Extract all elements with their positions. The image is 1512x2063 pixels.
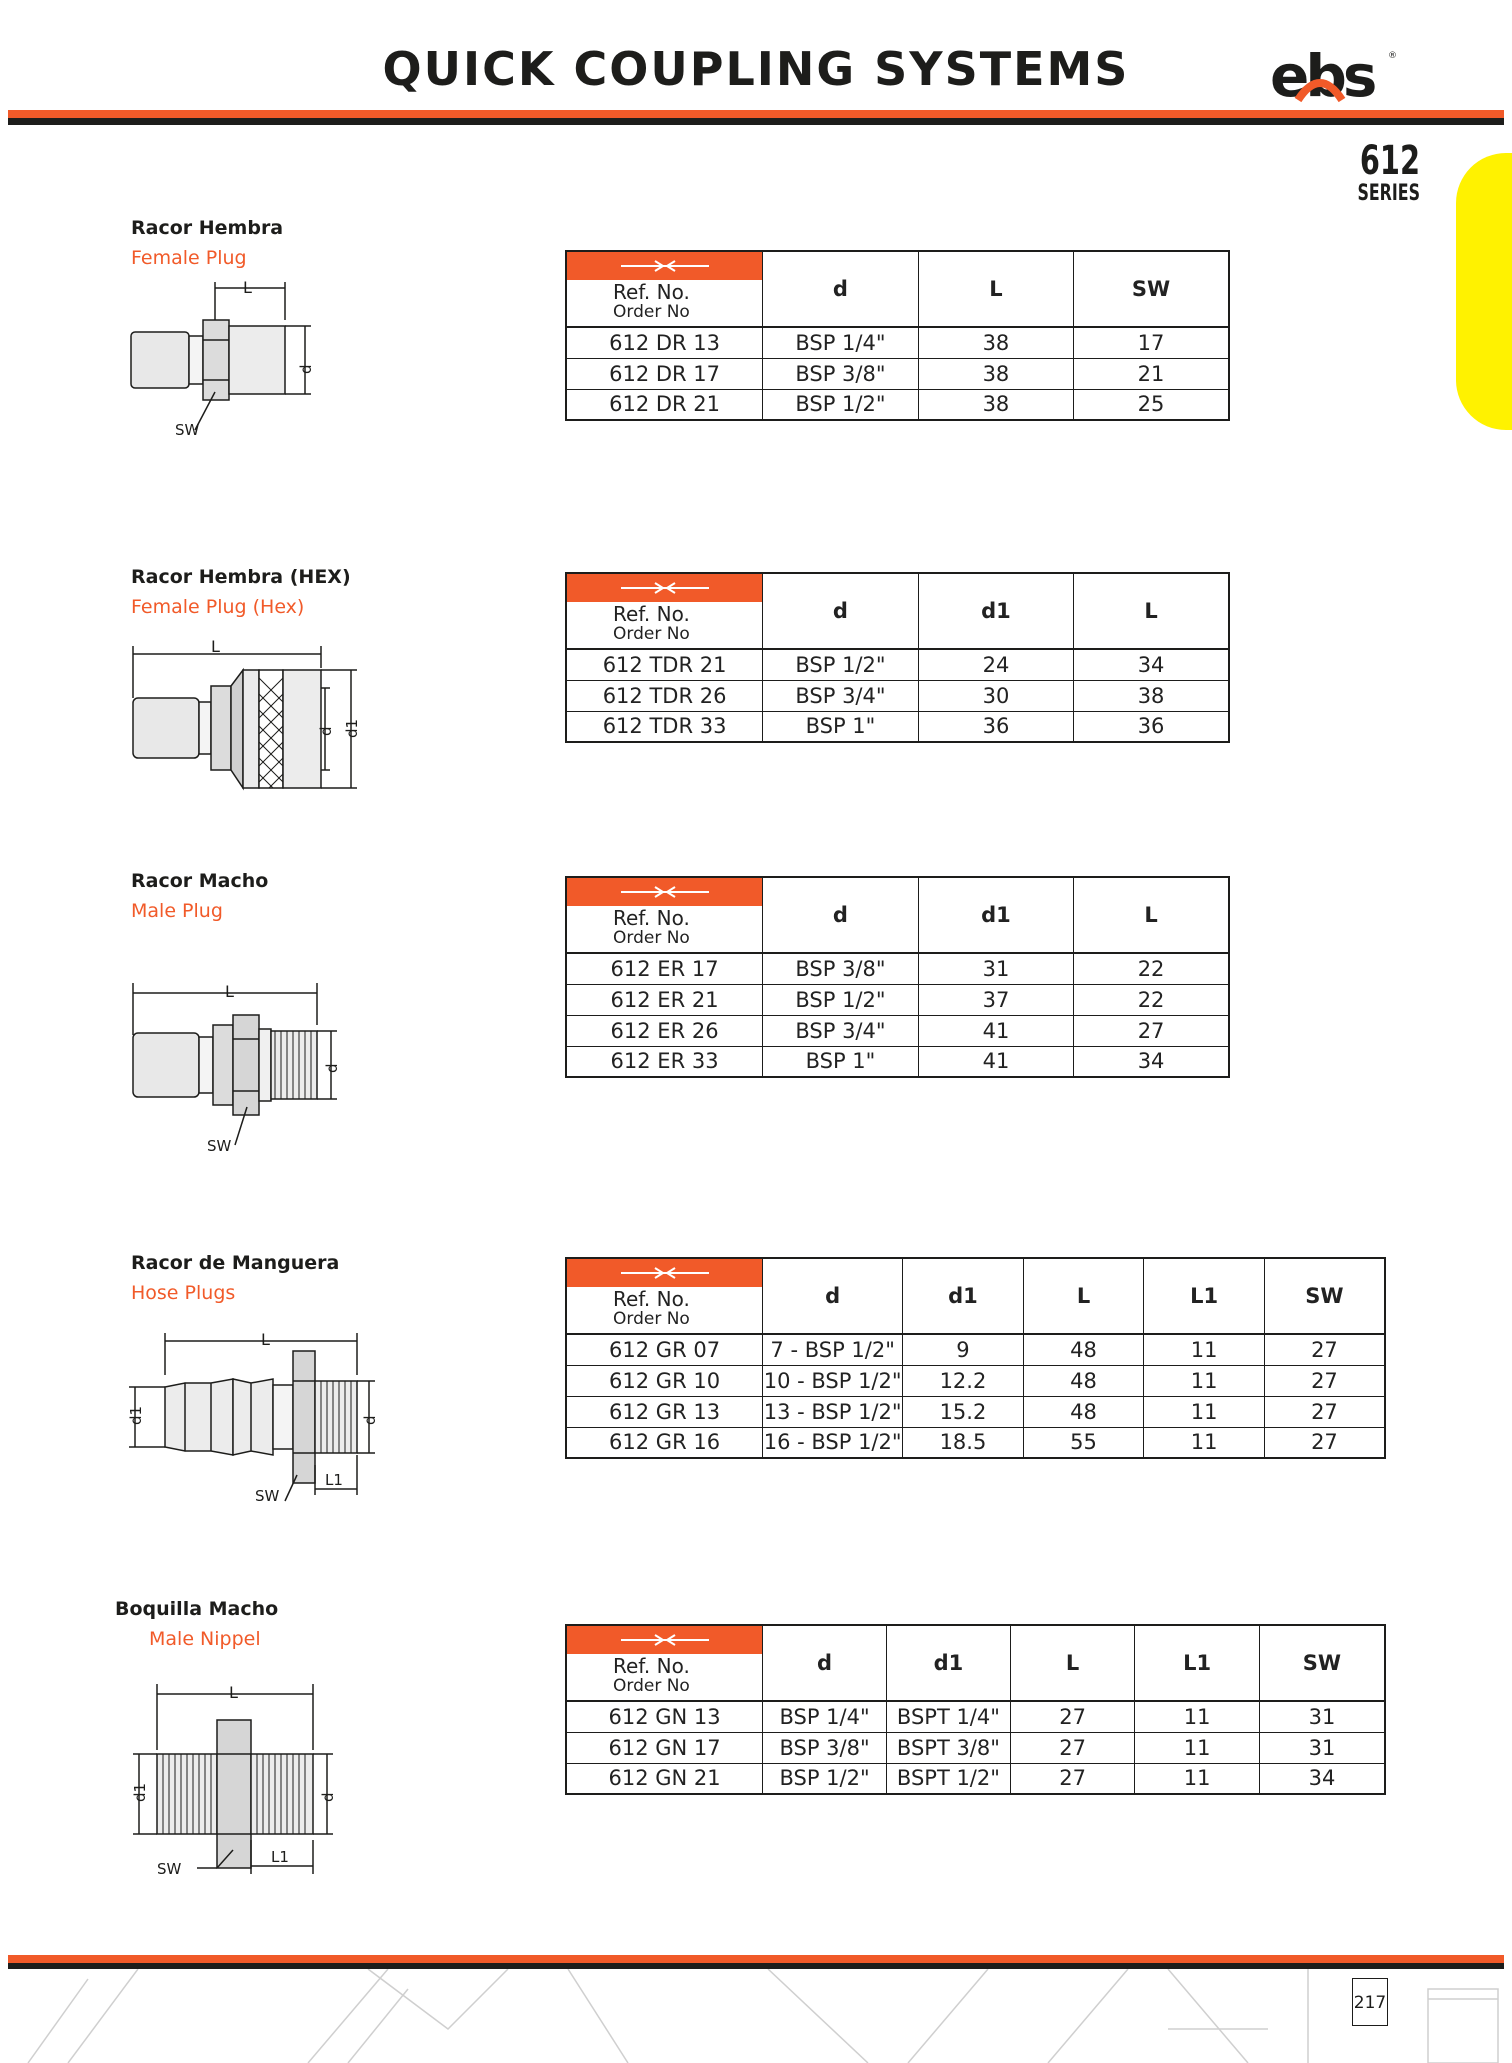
section-subtitle-male-nippel: Male Nippel bbox=[149, 1628, 261, 1650]
coupling-symbol-icon bbox=[567, 1626, 762, 1654]
table-cell: 11 bbox=[1135, 1763, 1260, 1794]
table-cell: 31 bbox=[1259, 1701, 1385, 1732]
column-header: d bbox=[763, 1258, 903, 1334]
table-cell: BSP 1/2" bbox=[763, 649, 919, 680]
table-cell: 11 bbox=[1144, 1334, 1265, 1365]
column-header: L bbox=[1074, 877, 1229, 953]
ref-cell: 612 GN 13 bbox=[566, 1701, 763, 1732]
table-cell: BSPT 3/8" bbox=[886, 1732, 1010, 1763]
svg-text:SW: SW bbox=[207, 1137, 232, 1155]
table-cell: 25 bbox=[1074, 389, 1229, 420]
table-row bbox=[566, 1701, 1385, 1732]
page-title: QUICK COUPLING SYSTEMS bbox=[382, 42, 1130, 96]
hose-plugs-drawing bbox=[125, 1325, 385, 1505]
column-header: d1 bbox=[886, 1625, 1010, 1701]
column-header: SW bbox=[1264, 1258, 1385, 1334]
column-header: L1 bbox=[1135, 1625, 1260, 1701]
table-row bbox=[566, 984, 1229, 1015]
table-cell: BSP 3/8" bbox=[763, 953, 919, 984]
table-cell: 36 bbox=[1074, 711, 1229, 742]
svg-text:L: L bbox=[225, 982, 234, 1001]
table-cell: 30 bbox=[918, 680, 1073, 711]
svg-text:SW: SW bbox=[255, 1487, 280, 1505]
ref-cell: 612 GR 16 bbox=[566, 1427, 763, 1458]
column-header: L bbox=[1010, 1625, 1135, 1701]
table-cell: 27 bbox=[1010, 1763, 1135, 1794]
column-header: SW bbox=[1074, 251, 1229, 327]
table-cell: 22 bbox=[1074, 953, 1229, 984]
table-cell: BSP 1/2" bbox=[763, 984, 919, 1015]
table-cell: 13 - BSP 1/2" bbox=[763, 1396, 903, 1427]
series-number: 612 bbox=[1359, 138, 1420, 184]
male-nippel-table bbox=[565, 1624, 1386, 1795]
table-cell: BSP 1/2" bbox=[763, 389, 919, 420]
table-cell: BSP 1/4" bbox=[763, 327, 919, 358]
table-row bbox=[566, 711, 1229, 742]
table-cell: 38 bbox=[918, 358, 1073, 389]
column-header: d bbox=[763, 251, 919, 327]
svg-text:L: L bbox=[211, 638, 220, 656]
table-cell: 55 bbox=[1023, 1427, 1144, 1458]
table-cell: BSP 1/2" bbox=[763, 1763, 887, 1794]
table-cell: 7 - BSP 1/2" bbox=[763, 1334, 903, 1365]
svg-text:L: L bbox=[243, 280, 252, 297]
table-cell: BSP 3/8" bbox=[763, 358, 919, 389]
table-row bbox=[566, 953, 1229, 984]
female-plug-drawing bbox=[125, 280, 335, 440]
ref-sublabel: Order No bbox=[613, 1309, 690, 1329]
svg-text:d: d bbox=[323, 1063, 341, 1073]
table-cell: 11 bbox=[1135, 1701, 1260, 1732]
table-cell: 11 bbox=[1144, 1427, 1265, 1458]
ref-cell: 612 ER 33 bbox=[566, 1046, 763, 1077]
ref-cell: 612 ER 17 bbox=[566, 953, 763, 984]
table-row bbox=[566, 1732, 1385, 1763]
ref-cell: 612 GN 17 bbox=[566, 1732, 763, 1763]
top-rule-dark bbox=[8, 118, 1504, 125]
column-header: L1 bbox=[1144, 1258, 1265, 1334]
table-row bbox=[566, 1334, 1385, 1365]
table-cell: 18.5 bbox=[903, 1427, 1024, 1458]
table-row bbox=[566, 1365, 1385, 1396]
table-cell: 38 bbox=[918, 327, 1073, 358]
table-row bbox=[566, 1015, 1229, 1046]
table-cell: BSP 3/4" bbox=[763, 1015, 919, 1046]
svg-text:SW: SW bbox=[157, 1860, 182, 1878]
svg-text:d: d bbox=[361, 1415, 379, 1425]
ref-header bbox=[566, 573, 763, 649]
svg-text:ebs: ebs bbox=[1270, 46, 1374, 104]
ref-cell: 612 GR 13 bbox=[566, 1396, 763, 1427]
svg-text:d: d bbox=[317, 726, 335, 736]
table-row bbox=[566, 649, 1229, 680]
male-plug-drawing bbox=[125, 975, 365, 1165]
table-row bbox=[566, 1427, 1385, 1458]
table-cell: 9 bbox=[903, 1334, 1024, 1365]
table-cell: 27 bbox=[1264, 1396, 1385, 1427]
svg-text:SW: SW bbox=[175, 421, 200, 439]
table-cell: 38 bbox=[918, 389, 1073, 420]
column-header: d1 bbox=[903, 1258, 1024, 1334]
ref-label: Ref. No. bbox=[613, 1287, 690, 1311]
table-cell: 34 bbox=[1074, 649, 1229, 680]
table-row bbox=[566, 358, 1229, 389]
svg-text:d1: d1 bbox=[343, 718, 361, 738]
ref-cell: 612 DR 17 bbox=[566, 358, 763, 389]
ref-cell: 612 GR 07 bbox=[566, 1334, 763, 1365]
ref-label: Ref. No. bbox=[613, 602, 690, 626]
table-cell: BSP 1/4" bbox=[763, 1701, 887, 1732]
table-cell: 21 bbox=[1074, 358, 1229, 389]
table-cell: 27 bbox=[1010, 1701, 1135, 1732]
table-cell: 11 bbox=[1144, 1365, 1265, 1396]
ref-cell: 612 DR 21 bbox=[566, 389, 763, 420]
ref-label: Ref. No. bbox=[613, 906, 690, 930]
column-header: d1 bbox=[918, 877, 1073, 953]
female-plug-hex-table bbox=[565, 572, 1230, 743]
table-cell: 36 bbox=[918, 711, 1073, 742]
svg-text:d: d bbox=[297, 364, 315, 374]
table-cell: 31 bbox=[1259, 1732, 1385, 1763]
table-cell: 27 bbox=[1264, 1334, 1385, 1365]
table-cell: 27 bbox=[1264, 1427, 1385, 1458]
series-badge bbox=[1320, 140, 1420, 206]
ref-cell: 612 TDR 33 bbox=[566, 711, 763, 742]
svg-text:L: L bbox=[261, 1330, 270, 1349]
section-subtitle-male-plug: Male Plug bbox=[131, 900, 223, 922]
ref-header bbox=[566, 877, 763, 953]
bottom-rule-accent bbox=[8, 1955, 1504, 1963]
column-header: d bbox=[763, 877, 919, 953]
table-cell: 38 bbox=[1074, 680, 1229, 711]
ref-cell: 612 GN 21 bbox=[566, 1763, 763, 1794]
technical-drawing-watermark bbox=[8, 1969, 1504, 2063]
ref-header bbox=[566, 1258, 763, 1334]
table-row bbox=[566, 1396, 1385, 1427]
table-row bbox=[566, 327, 1229, 358]
table-cell: 37 bbox=[918, 984, 1073, 1015]
ref-cell: 612 TDR 21 bbox=[566, 649, 763, 680]
svg-text:®: ® bbox=[1388, 51, 1397, 61]
page-number: 217 bbox=[1352, 1978, 1388, 2026]
table-cell: 34 bbox=[1259, 1763, 1385, 1794]
table-cell: 24 bbox=[918, 649, 1073, 680]
section-title-hose-plugs: Racor de Manguera bbox=[131, 1252, 340, 1274]
svg-text:d1: d1 bbox=[127, 1405, 145, 1425]
table-row bbox=[566, 1046, 1229, 1077]
coupling-symbol-icon bbox=[567, 878, 762, 906]
series-label: SERIES bbox=[1357, 181, 1420, 206]
svg-text:L: L bbox=[229, 1683, 238, 1702]
svg-text:L1: L1 bbox=[325, 1471, 343, 1489]
hose-plugs-table bbox=[565, 1257, 1386, 1459]
section-title-male-plug: Racor Macho bbox=[131, 870, 269, 892]
table-cell: 10 - BSP 1/2" bbox=[763, 1365, 903, 1396]
section-title-female-plug-hex: Racor Hembra (HEX) bbox=[131, 566, 351, 588]
section-title-female-plug: Racor Hembra bbox=[131, 217, 284, 239]
table-cell: 27 bbox=[1074, 1015, 1229, 1046]
svg-text:d: d bbox=[319, 1792, 337, 1802]
female-plug-table bbox=[565, 250, 1230, 421]
table-row bbox=[566, 389, 1229, 420]
ref-cell: 612 ER 21 bbox=[566, 984, 763, 1015]
ref-sublabel: Order No bbox=[613, 928, 690, 948]
table-cell: BSPT 1/4" bbox=[886, 1701, 1010, 1732]
ref-cell: 612 DR 13 bbox=[566, 327, 763, 358]
ref-label: Ref. No. bbox=[613, 1654, 690, 1678]
section-subtitle-hose-plugs: Hose Plugs bbox=[131, 1282, 236, 1304]
svg-text:L1: L1 bbox=[271, 1848, 289, 1866]
ref-cell: 612 ER 26 bbox=[566, 1015, 763, 1046]
table-cell: BSP 3/4" bbox=[763, 680, 919, 711]
table-cell: 31 bbox=[918, 953, 1073, 984]
ref-cell: 612 TDR 26 bbox=[566, 680, 763, 711]
table-cell: 41 bbox=[918, 1015, 1073, 1046]
table-cell: 41 bbox=[918, 1046, 1073, 1077]
column-header: L bbox=[1074, 573, 1229, 649]
table-cell: 17 bbox=[1074, 327, 1229, 358]
coupling-symbol-icon bbox=[567, 1259, 762, 1287]
ref-cell: 612 GR 10 bbox=[566, 1365, 763, 1396]
table-cell: 12.2 bbox=[903, 1365, 1024, 1396]
ref-sublabel: Order No bbox=[613, 302, 690, 322]
ref-header bbox=[566, 1625, 763, 1701]
table-row bbox=[566, 680, 1229, 711]
ref-label: Ref. No. bbox=[613, 280, 690, 304]
male-plug-table bbox=[565, 876, 1230, 1078]
ref-sublabel: Order No bbox=[613, 624, 690, 644]
coupling-symbol-icon bbox=[567, 252, 762, 280]
table-cell: BSPT 1/2" bbox=[886, 1763, 1010, 1794]
table-row bbox=[566, 1763, 1385, 1794]
female-plug-hex-drawing bbox=[125, 638, 365, 808]
table-cell: BSP 1" bbox=[763, 711, 919, 742]
column-header: d1 bbox=[918, 573, 1073, 649]
table-cell: 27 bbox=[1264, 1365, 1385, 1396]
table-cell: 48 bbox=[1023, 1396, 1144, 1427]
table-cell: 22 bbox=[1074, 984, 1229, 1015]
section-subtitle-female-plug: Female Plug bbox=[131, 247, 247, 269]
ebs-logo bbox=[1268, 46, 1400, 104]
svg-text:d1: d1 bbox=[131, 1782, 149, 1802]
column-header: L bbox=[1023, 1258, 1144, 1334]
table-cell: BSP 3/8" bbox=[763, 1732, 887, 1763]
table-cell: 15.2 bbox=[903, 1396, 1024, 1427]
table-cell: BSP 1" bbox=[763, 1046, 919, 1077]
column-header: d bbox=[763, 1625, 887, 1701]
table-cell: 48 bbox=[1023, 1334, 1144, 1365]
table-cell: 11 bbox=[1135, 1732, 1260, 1763]
table-cell: 11 bbox=[1144, 1396, 1265, 1427]
section-tab bbox=[1456, 153, 1512, 430]
section-subtitle-female-plug-hex: Female Plug (Hex) bbox=[131, 596, 305, 618]
column-header: L bbox=[918, 251, 1073, 327]
male-nippel-drawing bbox=[125, 1670, 365, 1880]
column-header: d bbox=[763, 573, 919, 649]
column-header: SW bbox=[1259, 1625, 1385, 1701]
ref-sublabel: Order No bbox=[613, 1676, 690, 1696]
table-cell: 16 - BSP 1/2" bbox=[763, 1427, 903, 1458]
ref-header bbox=[566, 251, 763, 327]
coupling-symbol-icon bbox=[567, 574, 762, 602]
section-title-male-nippel: Boquilla Macho bbox=[115, 1598, 279, 1620]
table-cell: 34 bbox=[1074, 1046, 1229, 1077]
table-cell: 27 bbox=[1010, 1732, 1135, 1763]
top-rule-accent bbox=[8, 110, 1504, 118]
table-cell: 48 bbox=[1023, 1365, 1144, 1396]
